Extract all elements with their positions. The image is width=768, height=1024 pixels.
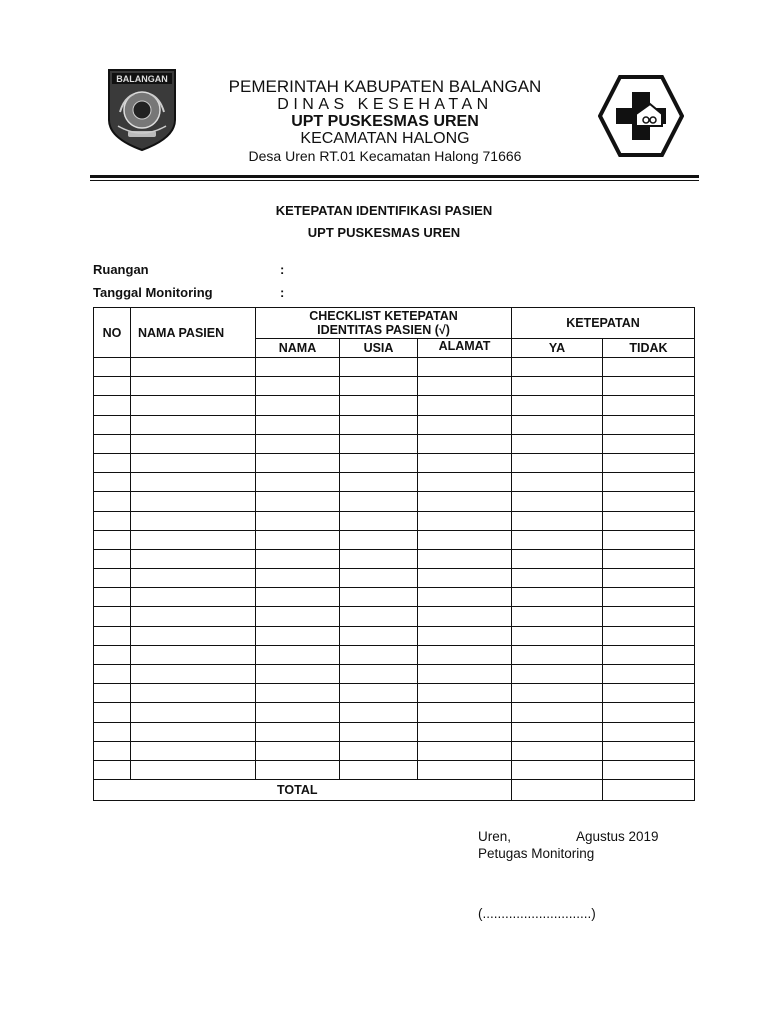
cell-usia[interactable]	[340, 396, 418, 415]
cell-nama[interactable]	[256, 530, 340, 549]
cell-alamat[interactable]	[418, 530, 512, 549]
cell-alamat[interactable]	[418, 588, 512, 607]
cell-alamat[interactable]	[418, 626, 512, 645]
cell-nama-pasien[interactable]	[131, 396, 256, 415]
cell-no[interactable]	[94, 588, 131, 607]
cell-no[interactable]	[94, 492, 131, 511]
cell-nama[interactable]	[256, 665, 340, 684]
cell-no[interactable]	[94, 607, 131, 626]
cell-no[interactable]	[94, 434, 131, 453]
cell-nama[interactable]	[256, 607, 340, 626]
cell-no[interactable]	[94, 569, 131, 588]
cell-alamat[interactable]	[418, 377, 512, 396]
cell-alamat[interactable]	[418, 396, 512, 415]
cell-alamat[interactable]	[418, 760, 512, 779]
cell-alamat[interactable]	[418, 358, 512, 377]
cell-usia[interactable]	[340, 588, 418, 607]
cell-nama-pasien[interactable]	[131, 665, 256, 684]
cell-tidak[interactable]	[603, 703, 695, 722]
cell-ya[interactable]	[512, 760, 603, 779]
table-row	[94, 396, 695, 415]
cell-alamat[interactable]	[418, 415, 512, 434]
cell-usia[interactable]	[340, 607, 418, 626]
cell-ya[interactable]	[512, 358, 603, 377]
cell-ya[interactable]	[512, 492, 603, 511]
cell-nama[interactable]	[256, 473, 340, 492]
header-nama-pasien: NAMA PASIEN	[131, 308, 256, 358]
cell-alamat[interactable]	[418, 684, 512, 703]
cell-nama[interactable]	[256, 684, 340, 703]
cell-ya[interactable]	[512, 626, 603, 645]
header-checklist-line1: CHECKLIST KETEPATAN	[309, 309, 458, 323]
cell-alamat[interactable]	[418, 492, 512, 511]
cell-no[interactable]	[94, 511, 131, 530]
cell-nama[interactable]	[256, 434, 340, 453]
cell-nama[interactable]	[256, 549, 340, 568]
cell-nama-pasien[interactable]	[131, 607, 256, 626]
cell-alamat[interactable]	[418, 473, 512, 492]
ruangan-colon: :	[280, 262, 285, 277]
cell-no[interactable]	[94, 377, 131, 396]
table-row	[94, 665, 695, 684]
cell-ya[interactable]	[512, 665, 603, 684]
table-row	[94, 358, 695, 377]
cell-tidak[interactable]	[603, 760, 695, 779]
cell-usia[interactable]	[340, 645, 418, 664]
cell-usia[interactable]	[340, 377, 418, 396]
cell-usia[interactable]	[340, 358, 418, 377]
cell-tidak[interactable]	[603, 358, 695, 377]
letterhead-divider-thin	[90, 180, 699, 181]
cell-nama-pasien[interactable]	[131, 453, 256, 472]
cell-alamat[interactable]	[418, 741, 512, 760]
cell-usia[interactable]	[340, 473, 418, 492]
table-row	[94, 473, 695, 492]
header-ya: YA	[512, 339, 603, 358]
cell-tidak[interactable]	[603, 530, 695, 549]
puskesmas-cross-icon	[598, 74, 684, 163]
header-checklist	[256, 308, 512, 339]
cell-tidak[interactable]	[603, 722, 695, 741]
cell-usia[interactable]	[340, 626, 418, 645]
cell-ya[interactable]	[512, 530, 603, 549]
clinic-name: UPT PUSKESMAS UREN	[291, 113, 479, 130]
table-row	[94, 377, 695, 396]
cell-alamat[interactable]	[418, 722, 512, 741]
table-row	[94, 684, 695, 703]
cell-nama-pasien[interactable]	[131, 358, 256, 377]
cell-usia[interactable]	[340, 415, 418, 434]
cell-no[interactable]	[94, 645, 131, 664]
cell-tidak[interactable]	[603, 569, 695, 588]
cell-no[interactable]	[94, 741, 131, 760]
ruangan-label: Ruangan	[93, 262, 149, 277]
crest-text: BALANGAN	[116, 74, 168, 84]
cell-no[interactable]	[94, 665, 131, 684]
cell-tidak[interactable]	[603, 588, 695, 607]
table-row	[94, 530, 695, 549]
cell-ya[interactable]	[512, 569, 603, 588]
cell-tidak[interactable]	[603, 415, 695, 434]
cell-usia[interactable]	[340, 569, 418, 588]
cell-nama-pasien[interactable]	[131, 569, 256, 588]
cell-tidak[interactable]	[603, 511, 695, 530]
cell-tidak[interactable]	[603, 645, 695, 664]
cell-ya[interactable]	[512, 607, 603, 626]
cell-ya[interactable]	[512, 741, 603, 760]
cell-nama[interactable]	[256, 722, 340, 741]
cell-tidak[interactable]	[603, 665, 695, 684]
address: Desa Uren RT.01 Kecamatan Halong 71666	[248, 148, 522, 164]
table-row	[94, 722, 695, 741]
cell-ya[interactable]	[512, 645, 603, 664]
cell-no[interactable]	[94, 703, 131, 722]
cell-tidak[interactable]	[603, 549, 695, 568]
table-row	[94, 511, 695, 530]
regency-crest-icon	[106, 68, 178, 157]
cell-nama-pasien[interactable]	[131, 684, 256, 703]
cell-alamat[interactable]	[418, 665, 512, 684]
cell-ya[interactable]	[512, 703, 603, 722]
signature-date: Agustus 2019	[576, 829, 659, 844]
letterhead-divider	[90, 175, 699, 178]
cell-no[interactable]	[94, 626, 131, 645]
header-ketepatan: KETEPATAN	[512, 308, 695, 339]
cell-no[interactable]	[94, 358, 131, 377]
cell-usia[interactable]	[340, 684, 418, 703]
cell-nama-pasien[interactable]	[131, 473, 256, 492]
cell-nama[interactable]	[256, 415, 340, 434]
total-label: TOTAL	[94, 780, 512, 801]
header-no: NO	[94, 308, 131, 358]
table-row	[94, 549, 695, 568]
table-row	[94, 588, 695, 607]
header-nama: NAMA	[256, 339, 340, 358]
table-row	[94, 453, 695, 472]
cell-ya[interactable]	[512, 722, 603, 741]
total-tidak[interactable]	[603, 780, 695, 801]
cell-no[interactable]	[94, 453, 131, 472]
cell-nama-pasien[interactable]	[131, 377, 256, 396]
header-checklist-line2: IDENTITAS PASIEN (√)	[317, 323, 450, 337]
cell-tidak[interactable]	[603, 492, 695, 511]
table-row	[94, 626, 695, 645]
cell-usia[interactable]	[340, 665, 418, 684]
cell-no[interactable]	[94, 530, 131, 549]
cell-ya[interactable]	[512, 434, 603, 453]
cell-nama[interactable]	[256, 492, 340, 511]
table-row	[94, 760, 695, 779]
cell-nama[interactable]	[256, 626, 340, 645]
cell-alamat[interactable]	[418, 703, 512, 722]
cell-nama[interactable]	[256, 588, 340, 607]
table-row	[94, 741, 695, 760]
cell-no[interactable]	[94, 473, 131, 492]
tanggal-colon: :	[280, 285, 285, 300]
document-subtitle: UPT PUSKESMAS UREN	[307, 225, 461, 240]
cell-usia[interactable]	[340, 434, 418, 453]
cell-nama[interactable]	[256, 645, 340, 664]
tanggal-label: Tanggal Monitoring	[93, 285, 213, 300]
cell-nama-pasien[interactable]	[131, 415, 256, 434]
total-row	[94, 780, 695, 801]
table-row	[94, 492, 695, 511]
cell-tidak[interactable]	[603, 626, 695, 645]
agency-name: DINAS KESEHATAN	[277, 96, 493, 113]
cell-no[interactable]	[94, 722, 131, 741]
table-row	[94, 607, 695, 626]
cell-ya[interactable]	[512, 588, 603, 607]
cell-ya[interactable]	[512, 377, 603, 396]
cell-nama-pasien[interactable]	[131, 741, 256, 760]
cell-ya[interactable]	[512, 549, 603, 568]
header-usia: USIA	[340, 339, 418, 358]
cell-alamat[interactable]	[418, 549, 512, 568]
cell-nama-pasien[interactable]	[131, 703, 256, 722]
cell-usia[interactable]	[340, 549, 418, 568]
cell-no[interactable]	[94, 760, 131, 779]
cell-nama[interactable]	[256, 569, 340, 588]
table-row	[94, 415, 695, 434]
cell-nama[interactable]	[256, 741, 340, 760]
cell-nama-pasien[interactable]	[131, 645, 256, 664]
cell-nama-pasien[interactable]	[131, 588, 256, 607]
cell-nama-pasien[interactable]	[131, 434, 256, 453]
cell-ya[interactable]	[512, 473, 603, 492]
cell-ya[interactable]	[512, 511, 603, 530]
cell-nama[interactable]	[256, 511, 340, 530]
table-row	[94, 703, 695, 722]
cell-nama-pasien[interactable]	[131, 492, 256, 511]
cell-ya[interactable]	[512, 396, 603, 415]
cell-usia[interactable]	[340, 530, 418, 549]
cell-nama[interactable]	[256, 377, 340, 396]
identification-table	[93, 307, 695, 801]
cell-usia[interactable]	[340, 492, 418, 511]
cell-ya[interactable]	[512, 415, 603, 434]
cell-nama-pasien[interactable]	[131, 722, 256, 741]
cell-usia[interactable]	[340, 703, 418, 722]
cell-nama-pasien[interactable]	[131, 760, 256, 779]
cell-ya[interactable]	[512, 453, 603, 472]
cell-no[interactable]	[94, 684, 131, 703]
cell-tidak[interactable]	[603, 396, 695, 415]
cell-nama-pasien[interactable]	[131, 530, 256, 549]
signature-blank: (.............................)	[478, 906, 596, 921]
cell-alamat[interactable]	[418, 511, 512, 530]
cell-usia[interactable]	[340, 453, 418, 472]
cell-tidak[interactable]	[603, 741, 695, 760]
cell-nama[interactable]	[256, 453, 340, 472]
cell-tidak[interactable]	[603, 473, 695, 492]
cell-no[interactable]	[94, 549, 131, 568]
table-row	[94, 434, 695, 453]
cell-alamat[interactable]	[418, 434, 512, 453]
header-alamat: ALAMAT	[418, 339, 512, 358]
signature-place: Uren,	[478, 829, 512, 844]
government-name: PEMERINTAH KABUPATEN BALANGAN	[228, 77, 542, 96]
table-row	[94, 569, 695, 588]
district-name: KECAMATAN HALONG	[300, 130, 470, 147]
signature-role: Petugas Monitoring	[478, 846, 595, 861]
cell-nama[interactable]	[256, 703, 340, 722]
document-title: KETEPATAN IDENTIFIKASI PASIEN	[275, 203, 493, 218]
cell-alamat[interactable]	[418, 607, 512, 626]
cell-tidak[interactable]	[603, 684, 695, 703]
cell-alamat[interactable]	[418, 569, 512, 588]
cell-alamat[interactable]	[418, 645, 512, 664]
table-row	[94, 645, 695, 664]
cell-usia[interactable]	[340, 722, 418, 741]
cell-usia[interactable]	[340, 741, 418, 760]
cell-nama[interactable]	[256, 396, 340, 415]
cell-nama-pasien[interactable]	[131, 511, 256, 530]
cell-alamat[interactable]	[418, 453, 512, 472]
cell-usia[interactable]	[340, 760, 418, 779]
cell-no[interactable]	[94, 396, 131, 415]
cell-tidak[interactable]	[603, 377, 695, 396]
cell-nama-pasien[interactable]	[131, 549, 256, 568]
cell-tidak[interactable]	[603, 434, 695, 453]
cell-no[interactable]	[94, 415, 131, 434]
cell-usia[interactable]	[340, 511, 418, 530]
cell-tidak[interactable]	[603, 607, 695, 626]
header-tidak: TIDAK	[603, 339, 695, 358]
cell-tidak[interactable]	[603, 453, 695, 472]
cell-nama-pasien[interactable]	[131, 626, 256, 645]
cell-nama[interactable]	[256, 358, 340, 377]
total-ya[interactable]	[512, 780, 603, 801]
cell-ya[interactable]	[512, 684, 603, 703]
cell-nama[interactable]	[256, 760, 340, 779]
